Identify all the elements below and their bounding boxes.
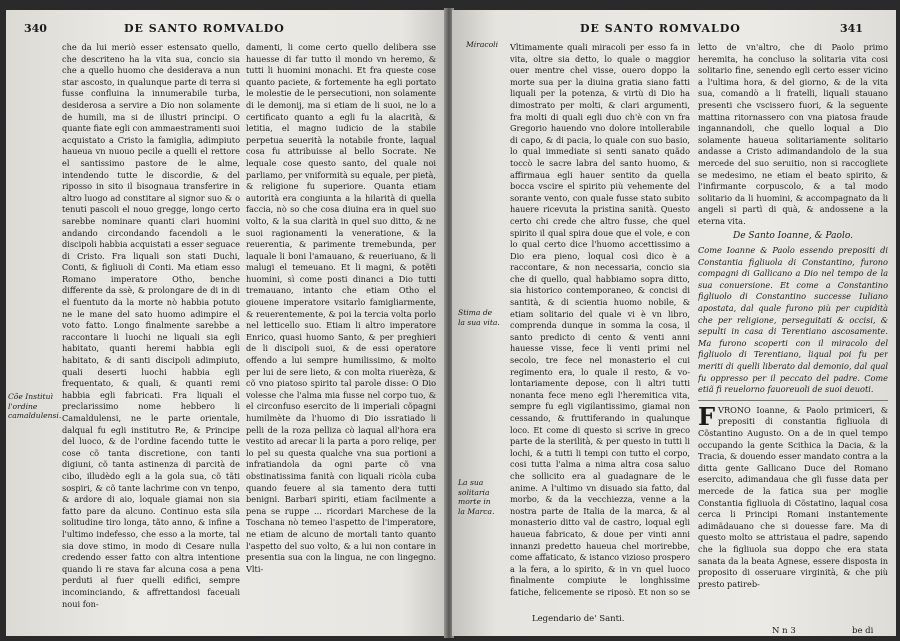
left-col1-text: che da lui meriò esser estensato quello, che descriteno ha la vita sua, concio sia che a quello huomo che desiderava a nun star ascosto, in qualunque parte di terra si fusse confluina la innumerabile turba, desiderosa a servire a Dio non solamente de humili, ma si de illustri principi. O quante fiate egli con ammaestramenti suoi acquistato a Cristo la famiglia, adimpiuto haueua vn nuouo pecile a quelli el rettore el santissimo pastore de le alme, intendendo tutte le discordie, & del riposso in sito il bisognaua transferire in altro luogo ad constitare al signor suo & o tenuti pascoli el nouo gregge, longo certo sarebbe nominare quanti clari huomini andando circondando facendoli a le discipoli habbia acquistati a esser seguace di Cristo. Fra liquali son stati Duchi, Conti, & figliuoli di Conti. Ma etiam esso Romano imperatore Otho, benche differente da ssè, & prolongare de di in di el fuentuto da la morte nò habbia potuto ne le mane del sato huomo adimpire el voto fatto. Longo finalmente sarebbe a raccontare li luochi ne liquali sia egli habitato, quanti heremi habbia egli habitato, & di santi discipoli adimpiuto, quali deserti luochi habbia egli frequentato, & quali, & quanti remi habbia egli fabricati. Fra liquali el preclarissimo nome hebbero li Camaldulensi, ne le parte orientale, dalqual fu egli institutro Re, & Principe del luoco, & de l'ordine facendo tutte le cose cõ tanta discretione, con tanti digiuni, cõ tanta astinenza di parcità de cibo, illudèdo egli a la gola sua, cõ tãti sospiri, & cõ tante lachrime con vn tenpo, & ardore di aio, loquale giamai non sia fatto pare da alcuno. Continuo esta sila solitudine tiro longa, tãto anno, & infine a l'ultimo indefesso, che esso a la morte, tal sia dove stimo, in modo di Cesare nulla credendo esser fatto con altra intentione quando li re stava far alcuna cosa a pena perduti al fuer quelli edifici, sempre incominciando, & affrettandosi faceuali noui fon- — [62, 42, 240, 609]
right-col2-text: letto de vn'altro, che di Paolo primo heremita, ha concluso la solitaria vita cosi solitario fine, senendo egli certo esser vicino a l'ultima hora, & del giorno, & de la vita sua, comandò a li fratelli, liquali stauano presenti che vscissero fuori, & la seguente mattina ritornassero con vna piatosa fraude ingannandoli, che quello loqual a Dio solamente haueua solitariamente solitario andasse a Cristo adimandandolo de la sua mercede del suo seruitio, non si raccogliete se medesimo, ne etiam el beato spirito, & l'infirmante corpuscolo, & a tal modo solitario da li huomini, & accompagnato da li angeli si partì di quà, & andossene a la eterna vita. — [698, 42, 888, 226]
left-folio: 340 — [24, 22, 47, 35]
right-margin-note-miracoli: Miracoli — [466, 40, 499, 49]
right-col1-text: Vltimamente quali miracoli per esso fa in vita, oltre sia detto, lo quale o maggior ouer mentre chel visse, ouero doppo la morte sua per la diuina gratia siano fatti liquali per la potenza, & virtù di Dio ha dimostrato per molti, & clari argumenti, fra molti di quali egli duo ch'è con vn fra Gregorio hauendo vno dolore intollerabile di capo, & di pacia, lo quale con suo basio, lo qual immediate si senti sanato quãdo toccò le sacre labra del santo huomo, & affirmaua egli hauer sentito da quella bocca vscire el spirito più vehemente del sorante vento, con quale fusse stato subito hauere ricevuta la pristina sanità. Questo certo chi crede che altro fusse, che quel spirito il qual spira doue que el vole, e con lo qual certo dice l'huomo accettissimo a Dio era pieno, loqual così dico è a raccontare, & non necessaria, concio sia che di quello, qual habbiamo sopra ditto, sia historico contemporaneo, & concisi di santità, & di scientia huomo nobile, & etiam solitario del quale vi è vn libro, comprenda dunque in somma la cosa, il santo predicto di cento & venti anni hauesse visse, fece li venti primi nel secolo, tre fece nel monasterio el cui regimento era, lo quale il resto, & vo-lontariamente depose, con li altri tutti nonanta fece meno egli l'heremitica vita, sempre fu egli vigilantissimo, giamai non cessando, & fruttiferando in qualunque loco. Et come di questo si scrive in greco parte de la sterilità, & per questo in tutti li lochi, & a tutti li tempi con tutto el corpo, cosi tutta l'alma a nima altra cosa saluo che sollicito era al guadagnare de le anime. A l'ultimo vn disuado sia fatto, dal morbo, & da la vecchiezza, venne a la nostra parte de Italia de la marca, & al monasterio ditto val de castro, loqual egli haueua fabricato, & doue per vinti anni innanzi predetto haueua chel morirebbe, come affaticato, & istanco vizioso prospero a la fera, a lo spirito, & in vn quel luoco finalmente compiute le longhissime fatiche, felicemente se riposò. Et non so se — [510, 42, 690, 597]
catchword-legendario: Legendario de' Santi. — [532, 614, 625, 624]
chapter-body-text: VRONO Ioanne, & Paolo primiceri, & prepositi di constantia figliuola di Cõstantino Augusto. On a de in quel tempo occupando la gente Scithica la Dacia, & la Tracia, & douendo esser mandato contra a la ditta gente Gallicano Duce del Romano esercito, adimandaua che gli fusse data per mercede de la fatica sua per moglie Constantia figliuola di Cõstatino, laqual cosa cerca li Principi Romani instantemente adimãdauano che si douesse fare. Ma di questo molto se attristaua el padre, sapendo che la figliuola sua doppo che era stata sanata da la beata Agnese, essere disposta in proposito di osseruare virginità, & che più presto patireb- — [698, 404, 888, 589]
left-running-head: DE SANTO ROMVALDO — [124, 22, 285, 35]
signature-mark: N n 3 — [772, 626, 796, 636]
chapter-summary: Come Ioanne & Paolo essendo prepositi di Constantia figliuola di Constantino, furono compagni di Gallicano a Dio nel tempo de la sua conuersione. Et come a Constantino figliuolo di Constantino successe Iuliano apostata, dal quale furono più per cupidità che per religione, perseguitati & occisi, & sepulti in casa di Terentiano ascosamente. Ma furono scoperti con il miracolo del figliuolo di Terentiano, liqual poi fu per meriti di quelli liberato dal demonio, dal qual fu oppresso per il peccato del padre. Come etiã fi reuelorno fauoreuoli de suoi deuoti. — [698, 245, 888, 395]
right-column-2 — [698, 42, 888, 636]
left-column-1 — [62, 42, 240, 630]
chapter-body — [698, 401, 888, 591]
right-page — [452, 10, 896, 636]
chapter-subheading: De Santo Ioanne, & Paolo. — [733, 230, 853, 241]
catchword-next: be di — [852, 626, 874, 636]
right-margin-note-stima: Stima de la sua vita. — [458, 308, 500, 327]
section-rule — [698, 400, 888, 401]
left-col2-text: damenti, li come certo quello delibera sse hauesse di far tutto il mondo vn heremo, & tutti li huomini monachi. Et fra queste cose quanto paciete, & fortemente ha egli portato le molestie de le persecutioni, non solamente di le demonij, ma si etiam de li suoi, ne lo a certificato quanto a egli fu la alacrità, & letitia, el magno iudicio de la stabile perpetua seuerità la notabile fronte, laqual cosa fu attribuisse al bello Socrate. Ne lequale cose questo santo, del quale noi parliamo, per vniformità su equale, per pietà, & religione fu superiore. Quanta etiam autorità era congiunta a la hilarità di quella faccia, nò so che cosa diuina era in quel suo volto, & la sua clarità in quel suo ditto, & ne suoi ragionamenti la veneratione, & la reuerentia, & parimente tremebunda, per laquale li boni l'amauano, & reueriuano, & li malugi el temeuano. Et li magni, & potẽti huomini, sì come posti dinanci a Dio tutti tremauano, intanto che etiam Otho el giouene imperatore vsitarlo famigliarmente, & reuerentemente, & poi la tercia volta porlo nel letticello suo. Etiam li altro imperatore Enrico, quasi huomo Santo, & per preghieri de li discipoli suoi, & de essi operatore offendo a lui sempre humilissimo, & molto per lui de sere lieto, & con molta riuerèza, & cõ vno piatoso spirito tal parole disse: O Dio volesse che l'alma mia fusse nel corpo tuo, & el circonfuso esercito de li imperiali cõpagni humilmète da l'huomo di Dio issratiado li pelli de la roza pelliza cò laqual all'hora era vestito ad arecar li la parta a poro reliqe, per lo pel su questa qualche vna sua portioni a infratiandola da ogni parte cõ vna obstinatissima fanità con liquali ricòla cuba quando feuere al sia tamento dera tutti benigni. Barbari spiriti, etiam facilmente a pena se ruppe ... ricordari Marchese de la Toschana nò temeo l'aspetto de l'imperatore, ne etiam de alcuno de mortali tanto quanto l'aspetto del suo volto, & a lui non contare in presentia sua con la lingua, ne con lingegno. Vlti- — [246, 42, 436, 574]
left-column-2 — [246, 42, 436, 630]
left-margin-note: Cõe Instituì l'ordine camaldulensi. — [8, 392, 62, 421]
right-folio: 341 — [840, 22, 863, 35]
right-column-1 — [510, 42, 690, 600]
right-running-head: DE SANTO ROMVALDO — [580, 22, 741, 35]
left-page — [6, 10, 446, 636]
right-margin-note-morte: La sua solitaria morte in la Marca. — [458, 478, 495, 516]
drop-capital: F — [698, 401, 716, 431]
